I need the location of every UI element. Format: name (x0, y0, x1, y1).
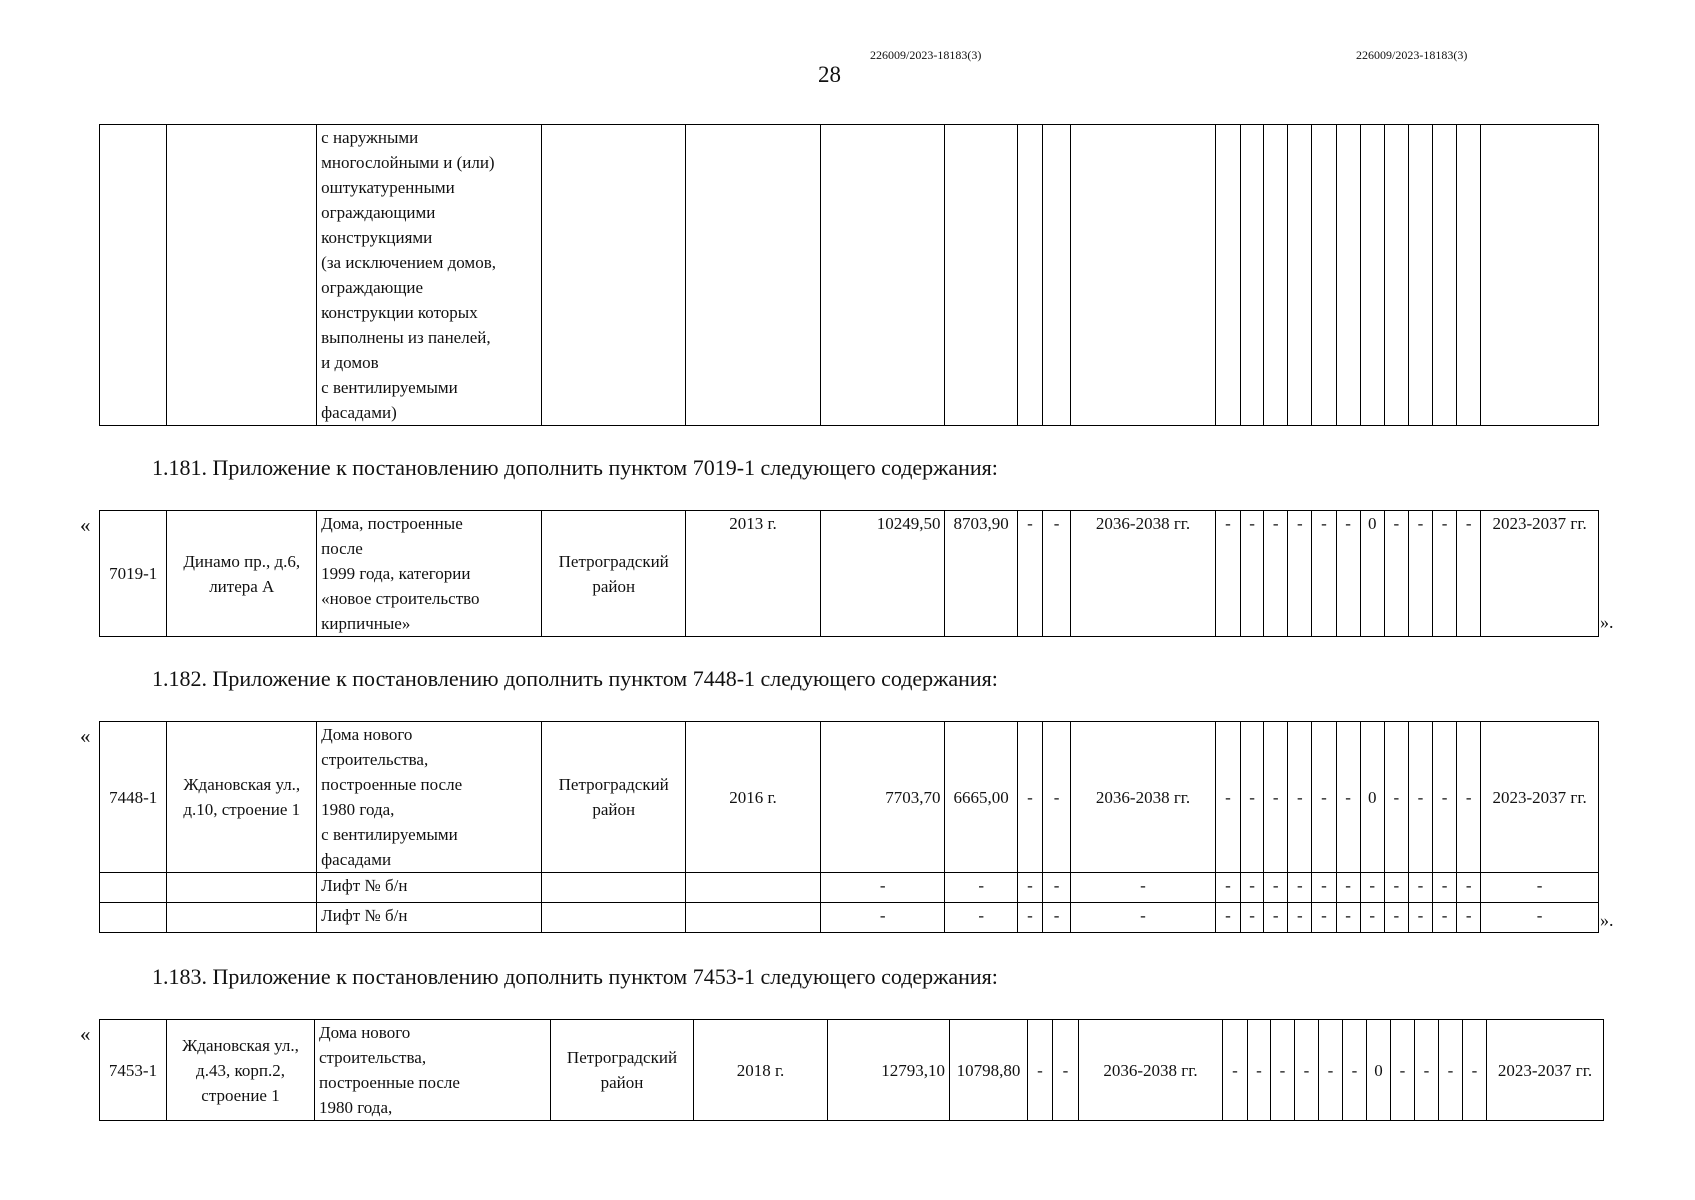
paragraph-1-183: 1.183. Приложение к постановлению дополнить пунктом 7453-1 следующего содержания: (152, 964, 998, 989)
description-line: с наружными (321, 128, 419, 147)
flag-cell: - (1215, 511, 1240, 637)
flag-cell: - (1439, 1020, 1463, 1121)
description-line: кирпичные» (321, 614, 411, 633)
description-line: строительства, (319, 1048, 427, 1067)
item-number: 7453-1 (100, 1020, 167, 1121)
flag-cell: - (1312, 903, 1336, 933)
period: 2036-2038 гг. (1071, 511, 1216, 637)
total-area: 7703,70 (820, 722, 945, 873)
table-row (100, 511, 1599, 637)
flag-cell: - (1336, 873, 1360, 903)
value-cell: - (1017, 873, 1042, 903)
description-line: 1980 года, (321, 800, 395, 819)
living-area: 8703,90 (945, 511, 1017, 637)
paragraph-1-182: 1.182. Приложение к постановлению дополнить пунктом 7448-1 следующего содержания: (152, 666, 998, 691)
value-cell: - (1042, 722, 1070, 873)
flag-cell: - (1463, 1020, 1487, 1121)
description-line: (за исключением домов, (321, 253, 496, 272)
table-row (100, 722, 1599, 873)
flag-cell: - (1433, 511, 1457, 637)
flag-cell: - (1408, 511, 1432, 637)
flag-cell: - (1312, 511, 1336, 637)
description-line: строительства, (321, 750, 429, 769)
flag-cell: - (1241, 903, 1264, 933)
description-line: выполнены из панелей, (321, 328, 491, 347)
description-line: 1999 года, категории (321, 564, 471, 583)
description-cell (317, 722, 542, 873)
flag-cell: - (1457, 722, 1481, 873)
flag-cell: 0 (1360, 722, 1384, 873)
table-item-7019-1 (99, 510, 1599, 637)
total-area: 10249,50 (820, 511, 945, 637)
total-area: 12793,10 (828, 1020, 950, 1121)
flag-cell: - (1433, 873, 1457, 903)
flag-cell: - (1241, 722, 1264, 873)
flag-cell: - (1360, 873, 1384, 903)
description-line: построенные после (319, 1073, 460, 1092)
living-area: - (945, 903, 1017, 933)
flag-cell: - (1312, 722, 1336, 873)
opening-quote: « (80, 513, 91, 537)
flag-cell: - (1264, 873, 1288, 903)
flag-cell: - (1408, 873, 1432, 903)
plan-period: 2023-2037 гг. (1481, 511, 1599, 637)
description-line: Дома, построенные (321, 514, 463, 533)
lift-row (100, 873, 1599, 903)
description-line: оштукатуренными (321, 178, 455, 197)
lift-label: Лифт № б/н (317, 903, 542, 933)
flag-cell: - (1384, 873, 1408, 903)
year: 2013 г. (686, 511, 821, 637)
flag-cell: - (1457, 873, 1481, 903)
continuation-table (99, 124, 1599, 426)
description-line: Дома нового (319, 1023, 411, 1042)
description-line: 1980 года, (319, 1098, 393, 1117)
flag-cell: - (1264, 903, 1288, 933)
description-line: фасадами (321, 850, 392, 869)
item-number: 7448-1 (100, 722, 167, 873)
paragraph-1-181: 1.181. Приложение к постановлению дополнить пунктом 7019-1 следующего содержания: (152, 455, 998, 480)
flag-cell: - (1408, 903, 1432, 933)
flag-cell: - (1433, 903, 1457, 933)
description-line: с вентилируемыми (321, 378, 458, 397)
flag-cell: - (1433, 722, 1457, 873)
description-line: конструкции которых (321, 303, 478, 322)
flag-cell: - (1264, 722, 1288, 873)
flag-cell: - (1336, 722, 1360, 873)
living-area: 6665,00 (945, 722, 1017, 873)
flag-cell: - (1457, 903, 1481, 933)
flag-cell: - (1415, 1020, 1439, 1121)
value-cell: - (1042, 511, 1070, 637)
year: 2018 г. (694, 1020, 828, 1121)
flag-cell: - (1384, 511, 1408, 637)
flag-cell: - (1264, 511, 1288, 637)
description-cell (317, 511, 542, 637)
description-line: ограждающими (321, 203, 436, 222)
period: 2036-2038 гг. (1071, 722, 1216, 873)
period: - (1071, 903, 1216, 933)
closing-quote: ». (1600, 910, 1614, 930)
opening-quote: « (80, 1022, 91, 1046)
lift-row (100, 903, 1599, 933)
description-line: и домов (321, 353, 379, 372)
value-cell: - (1042, 873, 1070, 903)
table-item-7453-1 (99, 1019, 1604, 1121)
plan-period: 2023-2037 гг. (1487, 1020, 1604, 1121)
district: Петроградский район (542, 722, 686, 873)
period: 2036-2038 гг. (1079, 1020, 1223, 1121)
opening-quote: « (80, 724, 91, 748)
flag-cell: - (1288, 873, 1312, 903)
flag-cell: - (1319, 1020, 1343, 1121)
description-line: конструкциями (321, 228, 433, 247)
description-cell (317, 125, 542, 426)
flag-cell: - (1248, 1020, 1271, 1121)
flag-cell: - (1215, 873, 1240, 903)
flag-cell: - (1288, 722, 1312, 873)
flag-cell: - (1223, 1020, 1248, 1121)
description-line: фасадами) (321, 403, 397, 422)
total-area: - (820, 903, 945, 933)
flag-cell: - (1241, 873, 1264, 903)
item-number: 7019-1 (100, 511, 167, 637)
description-line: многослойными и (или) (321, 153, 495, 172)
flag-cell: - (1215, 903, 1240, 933)
address: Ждановская ул., д.43, корп.2, строение 1 (167, 1020, 315, 1121)
address: Ждановская ул., д.10, строение 1 (167, 722, 317, 873)
flag-cell: - (1215, 722, 1240, 873)
living-area: - (945, 873, 1017, 903)
table-row (100, 1020, 1604, 1121)
registration-number-left: 226009/2023-18183(3) (870, 48, 982, 62)
flag-cell: - (1457, 511, 1481, 637)
value-cell: - (1053, 1020, 1079, 1121)
value-cell: - (1017, 511, 1042, 637)
district: Петроградский район (542, 511, 686, 637)
value-cell: - (1017, 722, 1042, 873)
page-number: 28 (818, 62, 841, 87)
description-line: с вентилируемыми (321, 825, 458, 844)
flag-cell: - (1336, 511, 1360, 637)
flag-cell: - (1391, 1020, 1415, 1121)
flag-cell: - (1271, 1020, 1295, 1121)
flag-cell: - (1241, 511, 1264, 637)
description-line: ограждающие (321, 278, 424, 297)
flag-cell: 0 (1367, 1020, 1391, 1121)
flag-cell: - (1408, 722, 1432, 873)
period: - (1071, 873, 1216, 903)
closing-quote: ». (1600, 612, 1614, 632)
flag-cell: - (1360, 903, 1384, 933)
flag-cell: - (1336, 903, 1360, 933)
plan-period: - (1481, 903, 1599, 933)
description-line: после (321, 539, 363, 558)
table-item-7448-1 (99, 721, 1599, 933)
total-area: - (820, 873, 945, 903)
description-line: «новое строительство (321, 589, 480, 608)
district: Петроградский район (551, 1020, 694, 1121)
description-line: построенные после (321, 775, 463, 794)
lift-label: Лифт № б/н (317, 873, 542, 903)
table-row (100, 125, 1599, 426)
value-cell: - (1042, 903, 1070, 933)
value-cell: - (1028, 1020, 1053, 1121)
flag-cell: - (1288, 511, 1312, 637)
description-cell (315, 1020, 551, 1121)
flag-cell: - (1288, 903, 1312, 933)
flag-cell: 0 (1360, 511, 1384, 637)
flag-cell: - (1295, 1020, 1319, 1121)
year: 2016 г. (686, 722, 821, 873)
plan-period: 2023-2037 гг. (1481, 722, 1599, 873)
plan-period: - (1481, 873, 1599, 903)
flag-cell: - (1343, 1020, 1367, 1121)
description-line: Дома нового (321, 725, 413, 744)
flag-cell: - (1384, 722, 1408, 873)
registration-number-right: 226009/2023-18183(3) (1356, 48, 1468, 62)
flag-cell: - (1384, 903, 1408, 933)
living-area: 10798,80 (950, 1020, 1028, 1121)
address: Динамо пр., д.6, литера А (167, 511, 317, 637)
value-cell: - (1017, 903, 1042, 933)
flag-cell: - (1312, 873, 1336, 903)
